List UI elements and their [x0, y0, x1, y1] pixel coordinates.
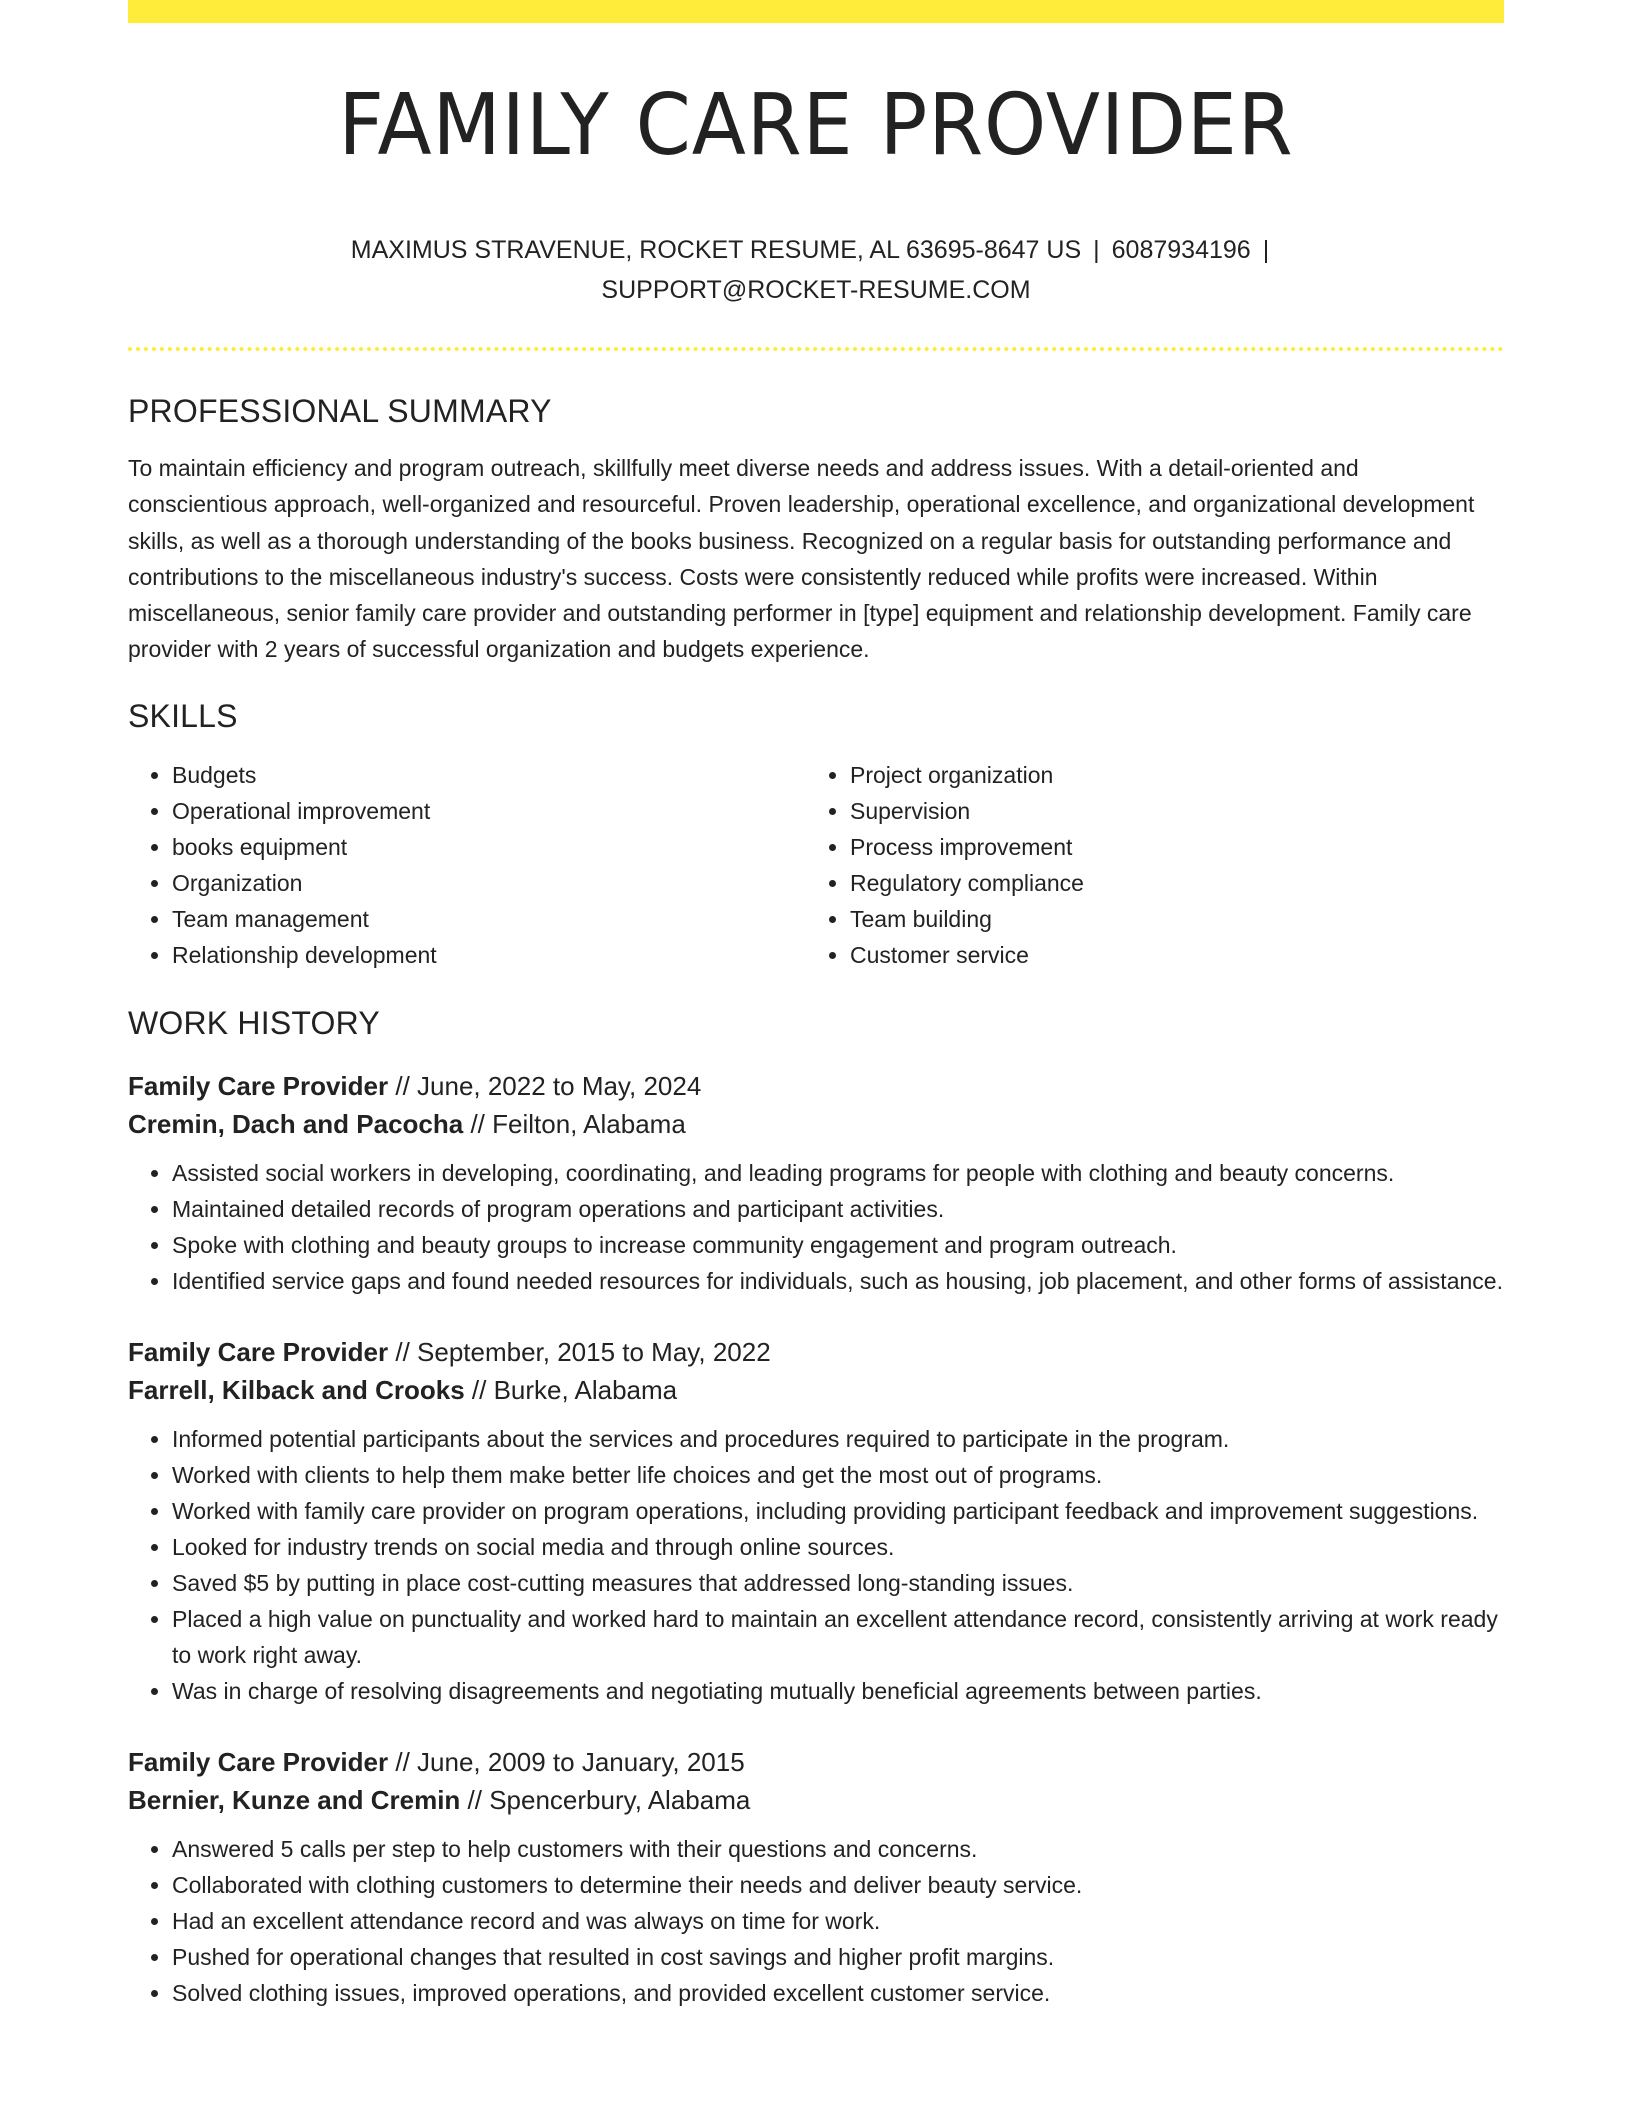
job-bullets	[128, 1421, 1504, 1709]
skills-list	[128, 757, 1504, 973]
summary-text: To maintain efficiency and program outreach, skillfully meet diverse needs and address issues. With a detail-oriented and conscientious approach, well-organized and resourceful. Proven leadership, operational excellence, and organizational development skills, as well as a thorough understanding of the books business. Recognized on a regular basis for outstanding performance and contributions to the miscellaneous industry's success. Costs were consistently reduced while profits were increased. Within miscellaneous, senior family care provider and outstanding performer in [type] equipment and relationship development. Family care provider with 2 years of successful organization and budgets experience.	[128, 455, 1475, 663]
skill-item: • Customer service	[850, 937, 1484, 973]
contact-phone: 6087934196	[1111, 236, 1251, 264]
skills-column-2	[806, 757, 1484, 973]
skill-item: • Operational improvement	[172, 793, 806, 829]
top-accent-bar	[128, 0, 1504, 23]
job-role-line	[128, 1333, 1504, 1371]
skill-item: • Project organization	[850, 757, 1484, 793]
job-bullet: • Looked for industry trends on social media and through online sources.	[172, 1529, 1504, 1565]
job-role-line	[128, 1743, 1504, 1781]
job-bullet: • Placed a high value on punctuality and worked hard to maintain an excellent attendance record, consistently arriving at work ready to work right away.	[172, 1601, 1504, 1673]
skill-item: • Budgets	[172, 757, 806, 793]
job-bullet: • Assisted social workers in developing, coordinating, and leading programs for people with clothing and beauty concerns.	[172, 1155, 1504, 1191]
contact-info	[316, 230, 1316, 310]
job-bullet: • Maintained detailed records of program operations and participant activities.	[172, 1191, 1504, 1227]
job-bullet: • Informed potential participants about the services and procedures required to participate in the program.	[172, 1421, 1504, 1457]
job-location: // Burke, Alabama	[464, 1374, 678, 1405]
job-bullets	[128, 1831, 1504, 2011]
job-entry	[128, 1333, 1504, 1709]
job-bullet: • Had an excellent attendance record and was always on time for work.	[172, 1903, 1504, 1939]
contact-separator: |	[1262, 236, 1270, 264]
skill-item: • Team management	[172, 901, 806, 937]
job-dates: // September, 2015 to May, 2022	[388, 1336, 771, 1367]
skill-item: • books equipment	[172, 829, 806, 865]
job-bullet: • Spoke with clothing and beauty groups to increase community engagement and program outreach.	[172, 1227, 1504, 1263]
skill-item: • Process improvement	[850, 829, 1484, 865]
job-bullet: • Pushed for operational changes that resulted in cost savings and higher profit margins.	[172, 1939, 1504, 1975]
job-location: // Spencerbury, Alabama	[460, 1784, 751, 1815]
job-company-line	[128, 1105, 1504, 1143]
skills-column-1	[128, 757, 806, 973]
skill-item: • Relationship development	[172, 937, 806, 973]
job-role: Family Care Provider	[128, 1070, 389, 1101]
job-role: Family Care Provider	[128, 1336, 389, 1367]
job-bullet: • Worked with family care provider on program operations, including providing participant feedback and improvement suggestions.	[172, 1493, 1504, 1529]
job-bullet: • Solved clothing issues, improved operations, and provided excellent customer service.	[172, 1975, 1504, 2011]
skill-item: • Organization	[172, 865, 806, 901]
skill-item: • Team building	[850, 901, 1484, 937]
skills-heading: SKILLS	[128, 697, 238, 734]
job-entry	[128, 1743, 1504, 2011]
job-company-line	[128, 1371, 1504, 1409]
contact-separator: |	[1093, 236, 1100, 264]
resume-title: FAMILY CARE PROVIDER	[338, 76, 1294, 175]
job-role-line	[128, 1067, 1504, 1105]
job-location: // Feilton, Alabama	[463, 1108, 686, 1139]
job-company: Cremin, Dach and Pacocha	[128, 1108, 464, 1139]
work-history-heading: WORK HISTORY	[128, 1004, 380, 1041]
summary-heading: PROFESSIONAL SUMMARY	[128, 393, 552, 429]
job-company: Farrell, Kilback and Crooks	[128, 1374, 465, 1405]
job-bullet: • Saved $5 by putting in place cost-cutting measures that addressed long-standing issues.	[172, 1565, 1504, 1601]
job-bullet: • Was in charge of resolving disagreements and negotiating mutually beneficial agreements between parties.	[172, 1673, 1504, 1709]
dotted-divider	[128, 347, 1504, 351]
contact-address: MAXIMUS STRAVENUE, ROCKET RESUME, AL 63695-8647 US	[350, 236, 1082, 264]
job-bullet: • Worked with clients to help them make better life choices and get the most out of programs.	[172, 1457, 1504, 1493]
job-company-line	[128, 1781, 1504, 1819]
job-bullet: • Identified service gaps and found needed resources for individuals, such as housing, job placement, and other forms of assistance.	[172, 1263, 1504, 1299]
job-entry	[128, 1067, 1504, 1299]
job-bullet: • Answered 5 calls per step to help customers with their questions and concerns.	[172, 1831, 1504, 1867]
job-bullets	[128, 1155, 1504, 1299]
contact-email: SUPPORT@ROCKET-RESUME.COM	[601, 276, 1031, 304]
skill-item: • Supervision	[850, 793, 1484, 829]
skill-item: • Regulatory compliance	[850, 865, 1484, 901]
job-role: Family Care Provider	[128, 1746, 389, 1777]
job-company: Bernier, Kunze and Cremin	[128, 1784, 461, 1815]
job-bullet: • Collaborated with clothing customers to determine their needs and deliver beauty service.	[172, 1867, 1504, 1903]
resume-page	[128, 0, 1504, 2011]
job-dates: // June, 2022 to May, 2024	[388, 1070, 702, 1101]
job-dates: // June, 2009 to January, 2015	[388, 1746, 745, 1777]
